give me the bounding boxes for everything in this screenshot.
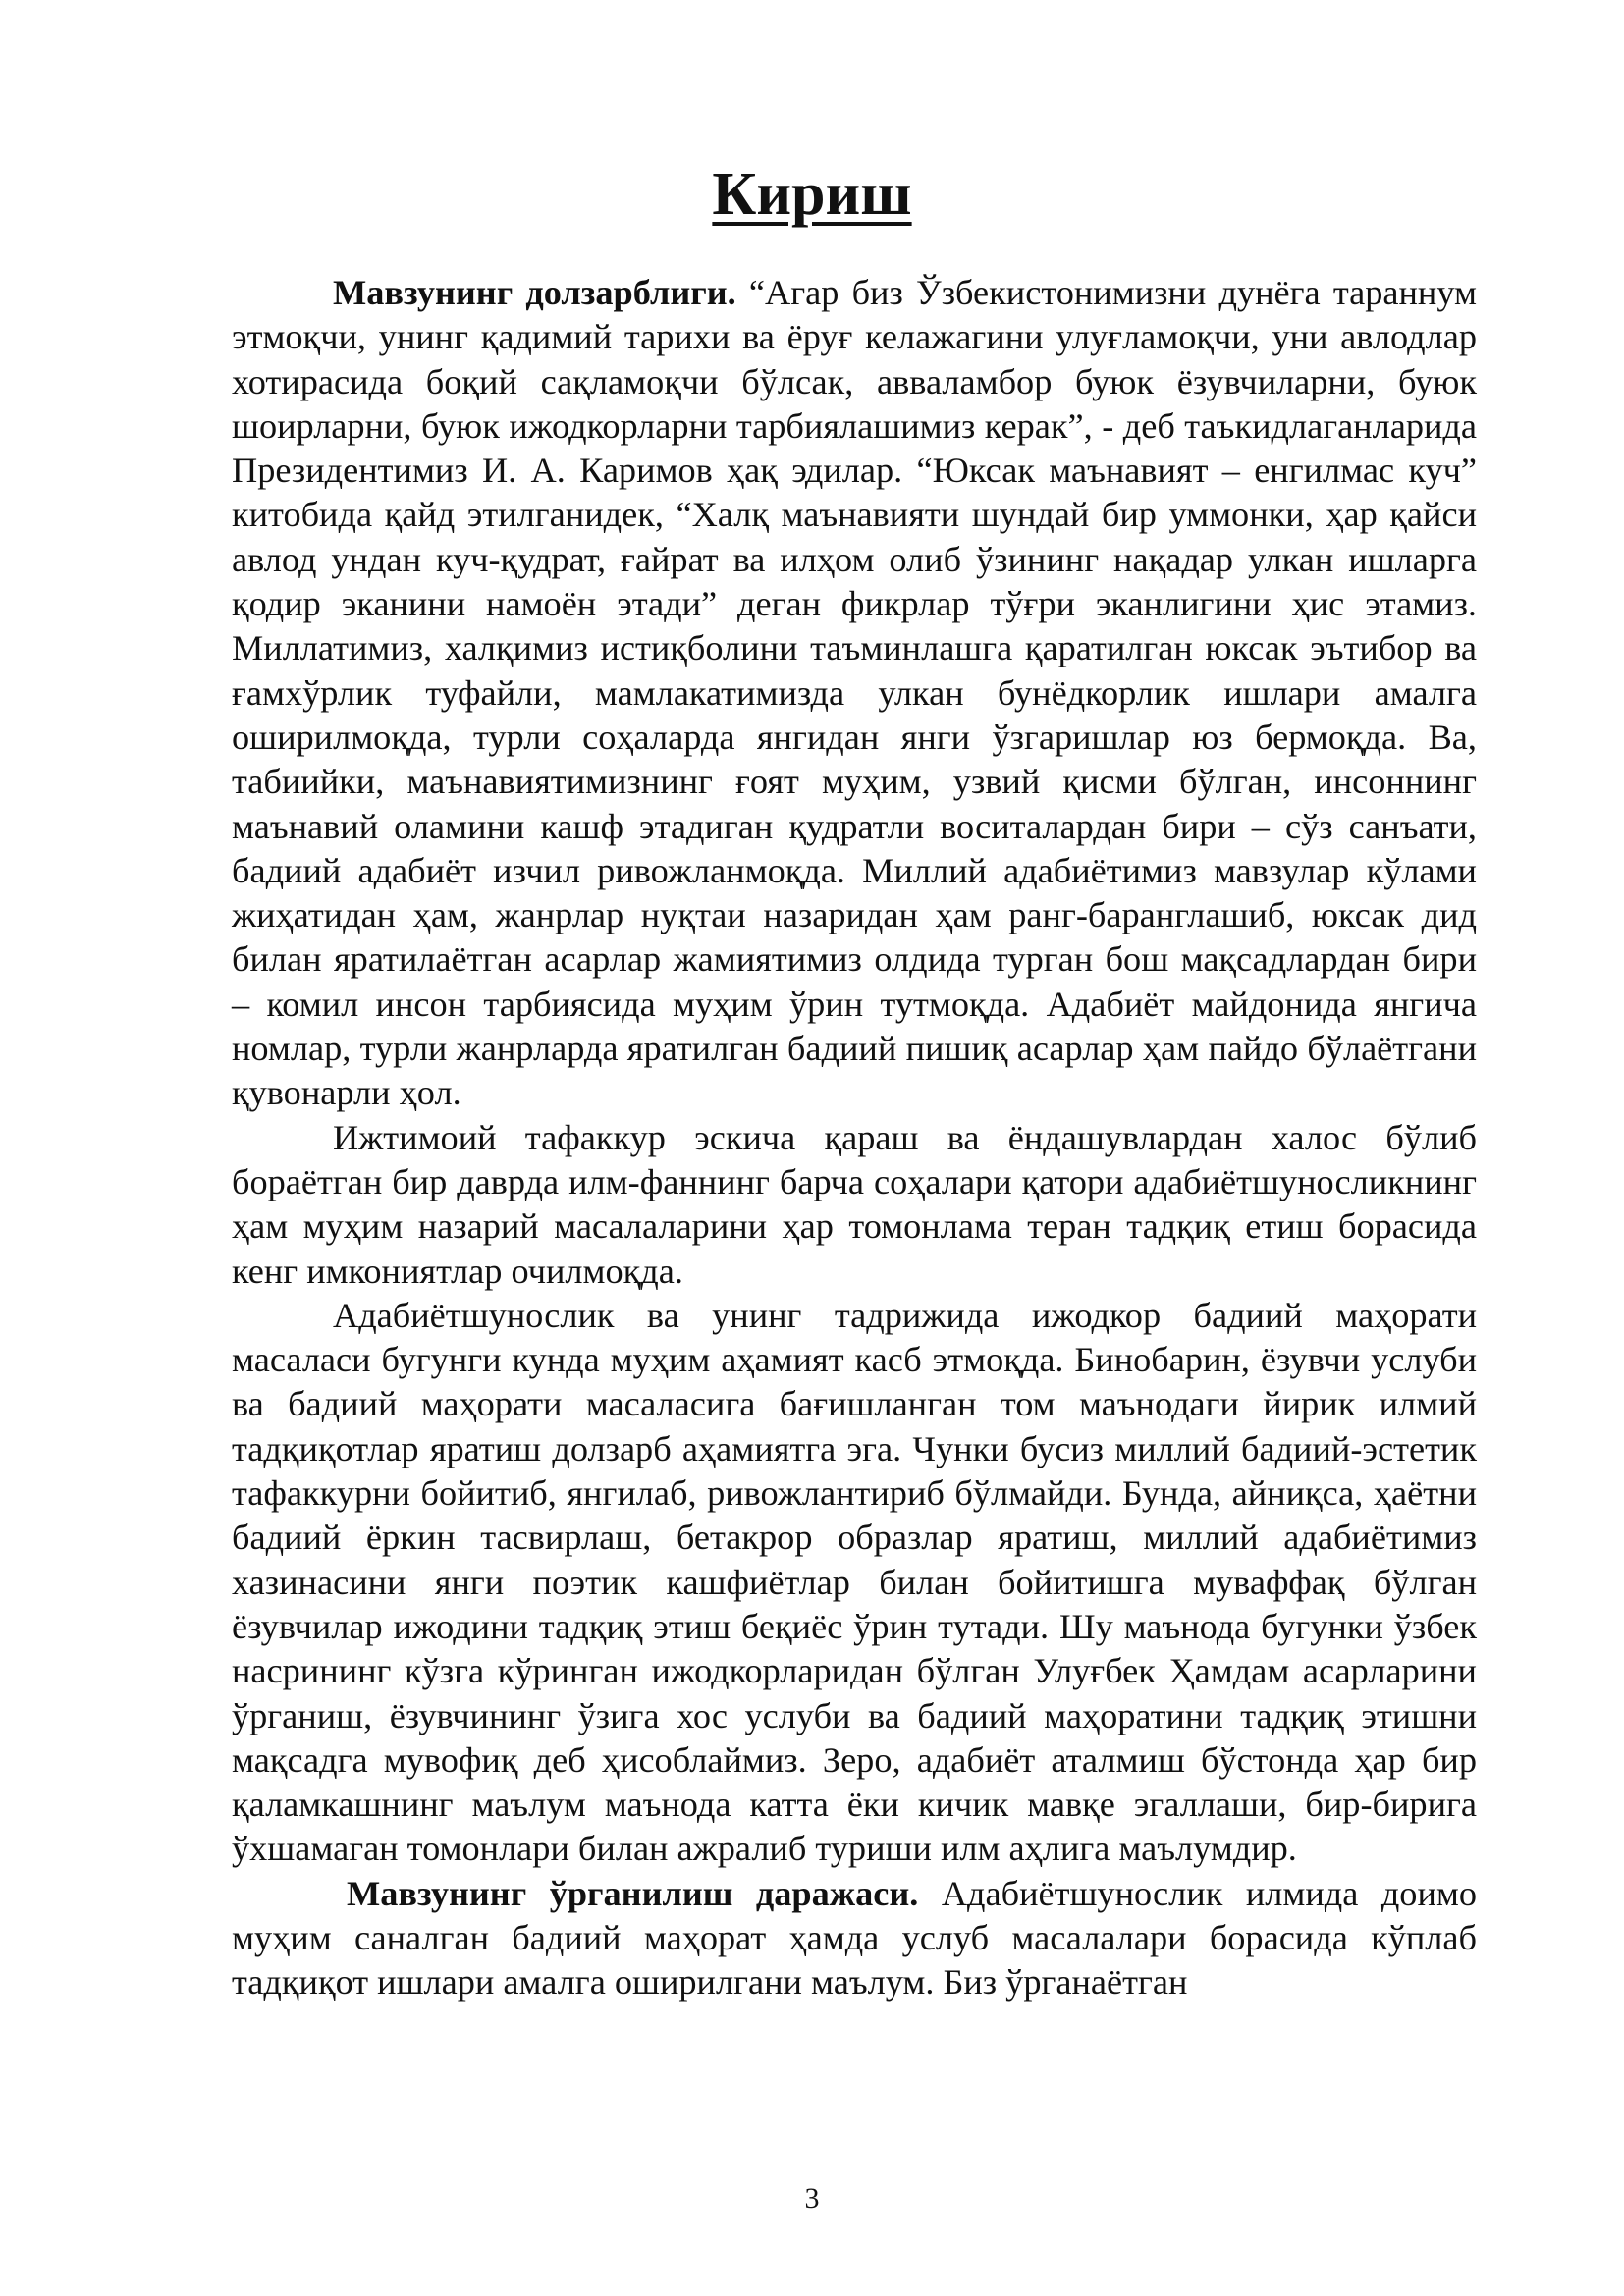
- paragraph-text: “Агар биз Ўзбекистонимизни дунёга тараннум этмоқчи, унинг қадимий тарихи ва ёруғ келажагини улуғламоқчи, уни авлодлар хотирасида боқий сақламоқчи бўлсак, авваламбор буюк ёзувчиларни, буюк шоирларни, буюк ижодкорларни тарбиялашимиз керак”, - деб таъкидлаганларида Президентимиз И. А. Каримов ҳақ эдилар. “Юксак маънавият – енгилмас куч” китобида қайд этилганидек, “Халқ маънавияти шундай бир уммонки, ҳар қайси авлод ундан куч-қудрат, ғайрат ва илҳом олиб ўзининг нақадар улкан ишларга қодир эканини намоён этади” деган фикрлар тўғри эканлигини ҳис этамиз. Миллатимиз, халқимиз истиқболини таъминлашга қаратилган юксак эътибор ва ғамхўрлик туфайли, мамлакатимизда улкан бунёдкорлик ишлари амалга оширилмоқда, турли соҳаларда янгидан янги ўзгаришлар юз бермоқда. Ва, табиийки, маънавиятимизнинг ғоят муҳим, узвий қисми бўлган, инсоннинг маънавий оламини кашф этадиган қудратли воситалардан бири – сўз санъати, бадиий адабиёт изчил ривожланмоқда. Миллий адабиётимиз мавзулар кўлами жиҳатидан ҳам, жанрлар нуқтаи назаридан ҳам ранг-баранглашиб, юксак дид билан яратилаётган асарлар жамиятимиз олдида турган бош мақсадлардан бири – комил инсон тарбиясида муҳим ўрин тутмоқда. Адабиёт майдонида янгича номлар, турли жанрларда яратилган бадиий пишиқ асарлар ҳам пайдо бўлаётгани қувонарли ҳол.: [232, 273, 1477, 1113]
- paragraph-text: Ижтимоий тафаккур эскича қараш ва ёндашувлардан халос бўлиб бораётган бир даврда илм-фаннинг барча соҳалари қатори адабиётшуносликнинг ҳам муҳим назарий масалаларини ҳар томонлама теран тадқиқ етиш борасида кенг имкониятлар очилмоқда.: [232, 1117, 1477, 1291]
- paragraph-social-thinking: [232, 1116, 1477, 1294]
- paragraph-text: Адабиётшунослик илмида доимо муҳим саналган бадиий маҳорат ҳамда услуб масалалари борасида кўплаб тадқиқот ишлари амалга оширилгани маълум. Биз ўрганаётган: [232, 1873, 1477, 2002]
- paragraph-relevance: [232, 271, 1477, 1116]
- paragraph-text: Адабиётшунослик ва унинг тадрижида ижодкор бадиий маҳорати масаласи бугунги кунда муҳим аҳамият касб этмоқда. Бинобарин, ёзувчи услуби ва бадиий маҳорати масаласига бағишланган том маънодаги йирик илмий тадқиқотлар яратиш долзарб аҳамиятга эга. Чунки бусиз миллий бадиий-эстетик тафаккурни бойитиб, янгилаб, ривожлантириб бўлмайди. Бунда, айниқса, ҳаётни бадиий ёркин тасвирлаш, бетакрор образлар яратиш, миллий адабиётимиз хазинасини янги поэтик кашфиётлар билан бойитишга муваффақ бўлган ёзувчилар ижодини тадқиқ этиш беқиёс ўрин тутади. Шу маънода бугунки ўзбек насрининг кўзга кўринган ижодкорларидан бўлган Улуғбек Ҳамдам асарларини ўрганиш, ёзувчининг ўзига хос услуби ва бадиий маҳоратини тадқиқ этишни мақсадга мувофиқ деб ҳисоблаймиз. Зеро, адабиёт аталмиш бўстонда ҳар бир қаламкашнинг маълум маънода катта ёки кичик мавқе эгаллаши, бир-бирига ўхшамаган томонлари билан ажралиб туриши илм аҳлига маълумдир.: [232, 1295, 1477, 1869]
- body-text: [232, 271, 1477, 2005]
- paragraph-literary-studies: [232, 1294, 1477, 1872]
- paragraph-lead: Мавзунинг долзарблиги.: [333, 273, 736, 312]
- page-title: [0, 155, 1624, 234]
- page-number: 3: [804, 2182, 820, 2215]
- paragraph-lead: Мавзунинг ўрганилиш даражаси.: [347, 1873, 919, 1913]
- page-title-text: Кириш: [712, 161, 912, 228]
- paragraph-study-level: [232, 1872, 1477, 2005]
